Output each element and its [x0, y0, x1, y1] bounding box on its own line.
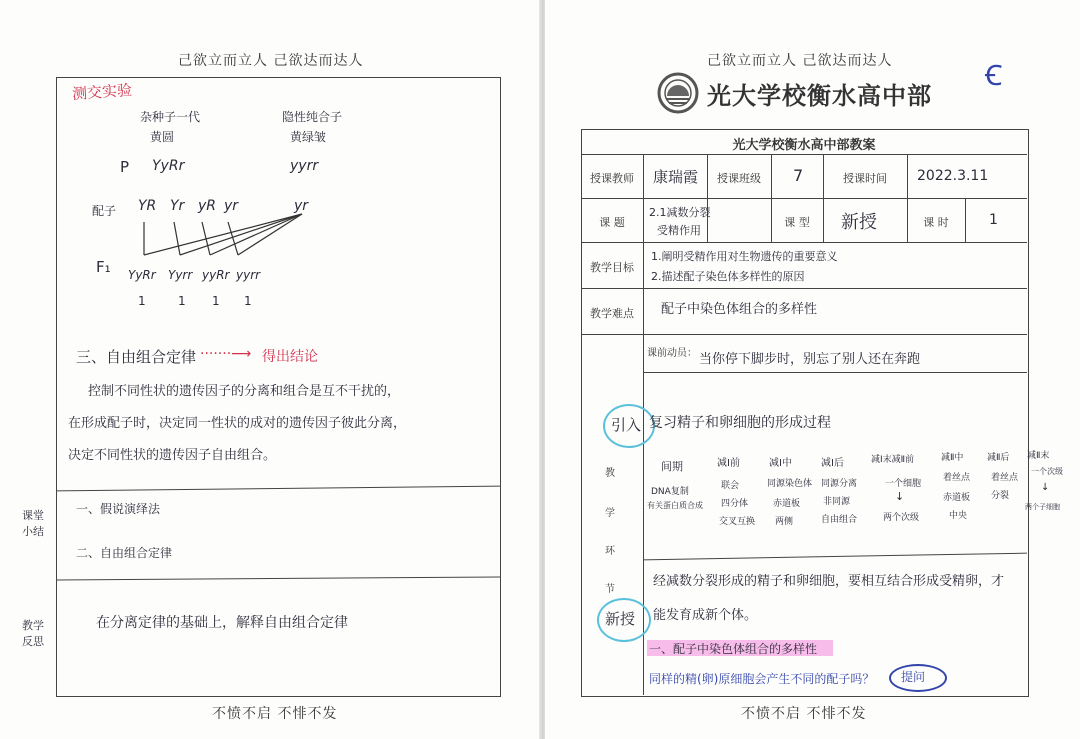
label-hours: 课 时 — [923, 216, 949, 229]
stage-8: 减Ⅱ末 — [1027, 451, 1050, 461]
row-line-3 — [581, 242, 1027, 243]
value-teacher: 康瑞霞 — [653, 168, 699, 186]
question-tag: 提问 — [901, 670, 926, 684]
note-4b: 非同源 — [823, 497, 851, 507]
label-difficulty: 教学难点 — [590, 307, 634, 320]
link-char-2: 学 — [605, 508, 615, 519]
note-3a: 同源染色体 — [767, 479, 813, 489]
side-note-reflection: 教学反思 — [22, 619, 44, 648]
note-7a: 着丝点 — [991, 473, 1019, 483]
note-7b: 分裂 — [991, 491, 1010, 501]
note-5c: 两个次级 — [883, 513, 920, 523]
value-topic-2: 受精作用 — [657, 224, 701, 237]
ratio-4: 1 — [244, 294, 252, 308]
stage-2: 减Ⅰ前 — [717, 458, 740, 469]
col2-head: 隐性纯合子 — [282, 110, 343, 124]
intro-tag: 引入 — [611, 416, 642, 434]
side-note-summary: 课堂小结 — [22, 509, 44, 538]
table-title: 光大学校衡水高中部教案 — [732, 138, 876, 153]
note-4a: 同源分离 — [821, 479, 858, 489]
value-goal-1: 1.阐明受精作用对生物遗传的重要意义 — [651, 250, 838, 263]
stage-5: 减Ⅰ末减Ⅱ前 — [871, 455, 915, 465]
note-8c: 两个子细胞 — [1025, 503, 1060, 511]
left-motto: 己欲立而立人 己欲达而达人 — [178, 53, 364, 69]
ratio-1: 1 — [138, 294, 146, 308]
reflection-text: 在分离定律的基础上，解释自由组合定律 — [96, 615, 348, 631]
row-line-1 — [581, 154, 1027, 155]
note-6a: 着丝点 — [943, 473, 971, 483]
p-label: P — [120, 158, 130, 176]
intro-text: 复习精子和卵细胞的形成过程 — [649, 415, 831, 431]
left-title: 测交实验 — [71, 80, 133, 104]
value-type: 新授 — [841, 212, 877, 233]
label-topic: 课 题 — [599, 216, 625, 229]
p-right: yyrr — [290, 158, 319, 174]
label-goal: 教学目标 — [590, 261, 634, 274]
signature-mark: Ꞓ — [985, 59, 1003, 92]
col-line-2 — [707, 154, 708, 242]
section3-arrow: ·······⟶ — [200, 346, 252, 362]
right-page — [545, 0, 1080, 739]
pre-label: 课前动员： — [647, 348, 697, 359]
ratio-2: 1 — [178, 294, 186, 308]
new-point: 一、配子中染色体组合的多样性 — [649, 642, 818, 656]
gamete-1: YR — [138, 198, 157, 214]
p-left: YyRr — [152, 158, 185, 174]
stage-6: 减Ⅱ中 — [941, 453, 964, 463]
label-time: 授课时间 — [843, 172, 887, 185]
new-tag: 新授 — [605, 610, 636, 628]
note-8a: 一个次级 — [1031, 467, 1063, 476]
col-line-6 — [965, 198, 966, 242]
f1-2: Yyrr — [168, 268, 193, 282]
note-3b: 赤道板 — [773, 499, 801, 509]
school-name: 光大学校衡水高中部 — [707, 82, 932, 110]
gamete-3: yR — [198, 198, 217, 214]
f1-1: YyRr — [128, 268, 156, 282]
cross-lines — [130, 210, 320, 270]
note-6b: 赤道板 — [943, 493, 971, 503]
value-class: 7 — [793, 166, 804, 185]
col2-sub: 黄绿皱 — [290, 130, 327, 144]
question-text: 同样的精(卵)原细胞会产生不同的配子吗？ — [649, 672, 875, 686]
right-motto: 己欲立而立人 己欲达而达人 — [707, 53, 893, 69]
gamete-2: Yr — [170, 198, 185, 214]
gamete-label: 配子 — [92, 204, 117, 218]
link-char-4: 节 — [605, 584, 615, 595]
label-teacher: 授课教师 — [590, 172, 634, 185]
note-1b: 有关蛋白质合成 — [647, 501, 703, 510]
note-2a: 联会 — [721, 481, 740, 491]
col-line-4 — [823, 154, 824, 242]
row-line-4 — [581, 288, 1027, 289]
link-char-3: 环 — [605, 546, 615, 557]
f1-3: yyRr — [202, 268, 230, 282]
note-1a: DNA复制 — [651, 487, 689, 497]
section3-heading: 三、自由组合定律 — [76, 348, 197, 366]
stage-4: 减Ⅰ后 — [821, 458, 844, 469]
law-line-1: 控制不同性状的遗传因子的分离和组合是互不干扰的， — [88, 384, 401, 399]
f1-label: F₁ — [96, 258, 111, 276]
ratio-3: 1 — [212, 294, 220, 308]
label-type: 课 型 — [784, 216, 810, 229]
summary-1: 一、假说演绎法 — [76, 502, 161, 516]
col1-head: 杂种子一代 — [140, 110, 201, 124]
note-3c: 两侧 — [775, 517, 794, 527]
row-line-5 — [581, 334, 1027, 335]
stage-3: 减Ⅰ中 — [769, 458, 792, 469]
section3-note: 得出结论 — [262, 349, 318, 365]
note-2c: 交叉互换 — [719, 517, 756, 527]
school-logo-icon — [657, 72, 699, 114]
value-time: 2022.3.11 — [917, 168, 989, 184]
row-line-2 — [581, 198, 1027, 199]
value-goal-2: 2.描述配子染色体多样性的原因 — [651, 270, 805, 283]
stage-7: 减Ⅱ后 — [987, 453, 1010, 463]
value-topic-1: 2.1减数分裂 — [649, 206, 711, 219]
law-line-2: 在形成配子时，决定同一性状的成对的遗传因子彼此分离， — [68, 416, 407, 431]
left-footer: 不愤不启 不悱不发 — [212, 706, 338, 722]
label-class: 授课班级 — [717, 172, 761, 185]
note-6c: 中央 — [949, 511, 968, 521]
summary-2: 二、自由组合定律 — [76, 546, 173, 560]
stage-1: 间期 — [661, 460, 683, 473]
f1-4: yyrr — [236, 268, 261, 282]
note-5a: 一个细胞 — [885, 479, 922, 489]
new-line-2: 能发育成新个体。 — [653, 608, 758, 623]
law-line-3: 决定不同性状的遗传因子自由组合。 — [68, 448, 277, 463]
gamete-right: yr — [294, 198, 309, 214]
gamete-4: yr — [224, 198, 239, 214]
link-char-1: 教 — [605, 468, 615, 479]
note-4c: 自由组合 — [821, 515, 858, 525]
row-line-6 — [643, 372, 1027, 373]
value-difficulty: 配子中染色体组合的多样性 — [661, 302, 818, 317]
note-8-arrow: ↓ — [1041, 482, 1050, 493]
new-line-1: 经减数分裂形成的精子和卵细胞，要相互结合形成受精卵，才 — [653, 574, 1005, 589]
right-footer: 不愤不启 不悱不发 — [741, 706, 867, 722]
note-5-arrow: ↓ — [895, 490, 905, 503]
col1-sub: 黄圆 — [150, 130, 175, 144]
pre-text: 当你停下脚步时，别忘了别人还在奔跑 — [699, 352, 921, 367]
value-hours: 1 — [989, 212, 998, 228]
note-2b: 四分体 — [721, 499, 749, 509]
